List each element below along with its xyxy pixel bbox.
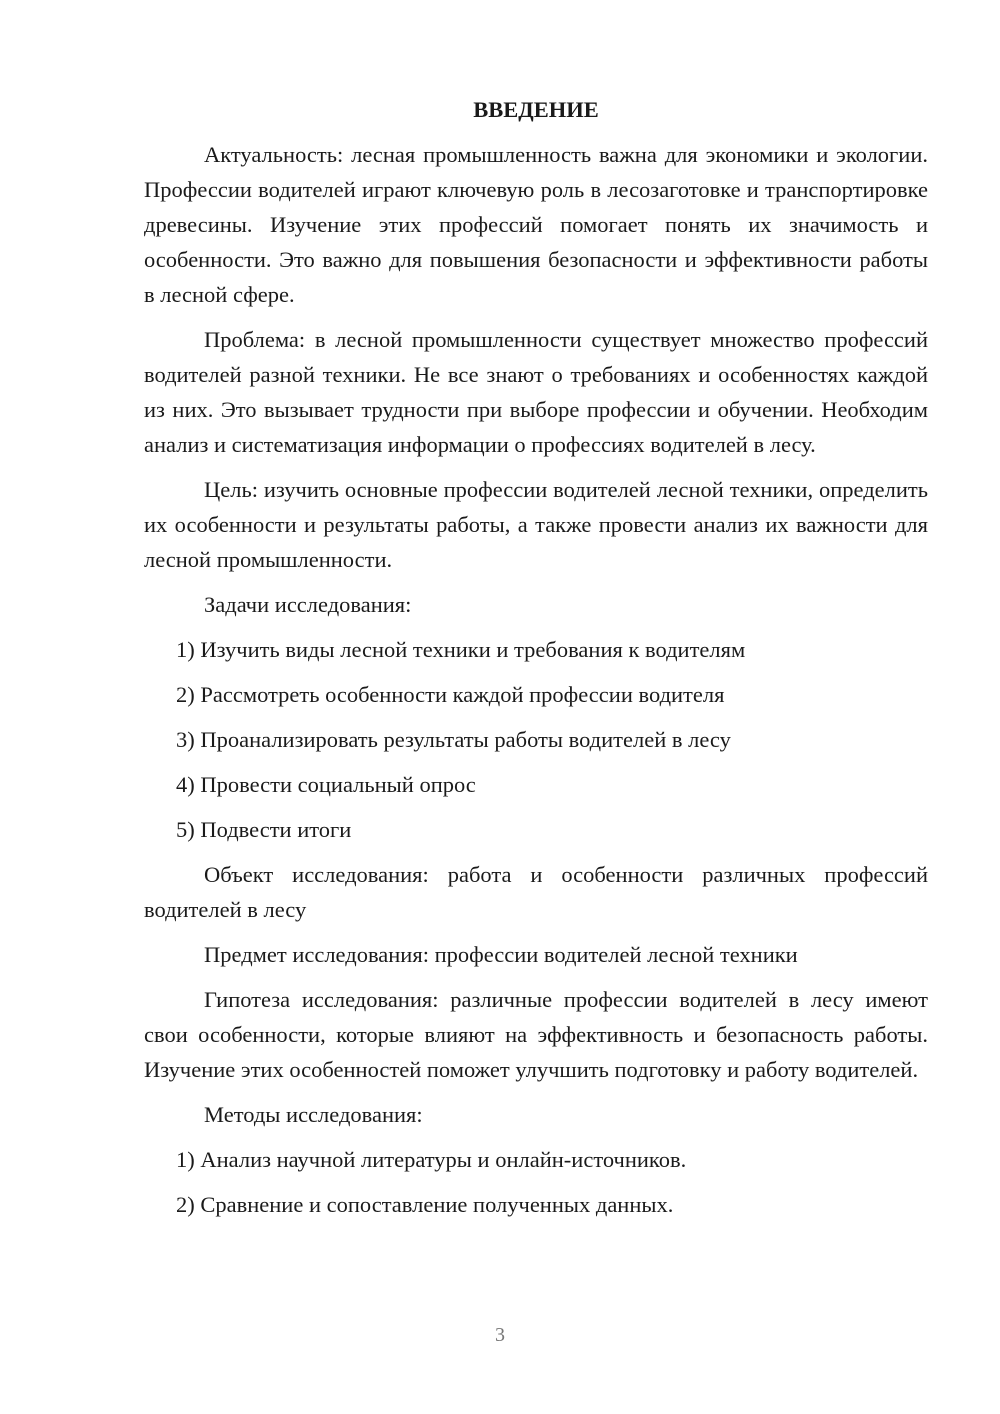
tasks-heading: Задачи исследования: [204, 592, 412, 617]
problem-paragraph: Проблема: в лесной промышленности существует множество профессий водителей разной техники. Не все знают о требованиях и особенностях каждой из них. Это вызывает трудности при выборе профессии и обучении. Необходим анализ и систематизация информации о профессиях водителей в лесу. [144, 327, 928, 457]
hypothesis-paragraph: Гипотеза исследования: различные профессии водителей в лесу имеют свои особенности, которые влияют на эффективность и безопасность работы. Изучение этих особенностей поможет улучшить подготовку и работу водителей. [144, 987, 928, 1082]
document-page [144, 92, 928, 1232]
page-number: 3 [495, 1324, 505, 1346]
task-item: 2) Рассмотреть особенности каждой профессии водителя [176, 682, 725, 707]
section-title: ВВЕДЕНИЕ [473, 97, 599, 122]
task-item: 4) Провести социальный опрос [176, 772, 476, 797]
task-item: 3) Проанализировать результаты работы водителей в лесу [176, 727, 731, 752]
goal-paragraph: Цель: изучить основные профессии водителей лесной техники, определить их особенности и результаты работы, а также провести анализ их важности для лесной промышленности. [144, 477, 928, 572]
subject-paragraph: Предмет исследования: профессии водителей лесной техники [204, 942, 798, 967]
methods-heading: Методы исследования: [204, 1102, 423, 1127]
method-item: 2) Сравнение и сопоставление полученных данных. [176, 1192, 674, 1217]
task-item: 5) Подвести итоги [176, 817, 352, 842]
object-paragraph: Объект исследования: работа и особенности различных профессий водителей в лесу [144, 862, 928, 922]
task-item: 1) Изучить виды лесной техники и требования к водителям [176, 637, 746, 662]
relevance-paragraph: Актуальность: лесная промышленность важна для экономики и экологии. Профессии водителей играют ключевую роль в лесозаготовке и транспортировке древесины. Изучение этих профессий помогает понять их значимость и особенности. Это важно для повышения безопасности и эффективности работы в лесной сфере. [144, 142, 928, 307]
method-item: 1) Анализ научной литературы и онлайн-источников. [176, 1147, 687, 1172]
